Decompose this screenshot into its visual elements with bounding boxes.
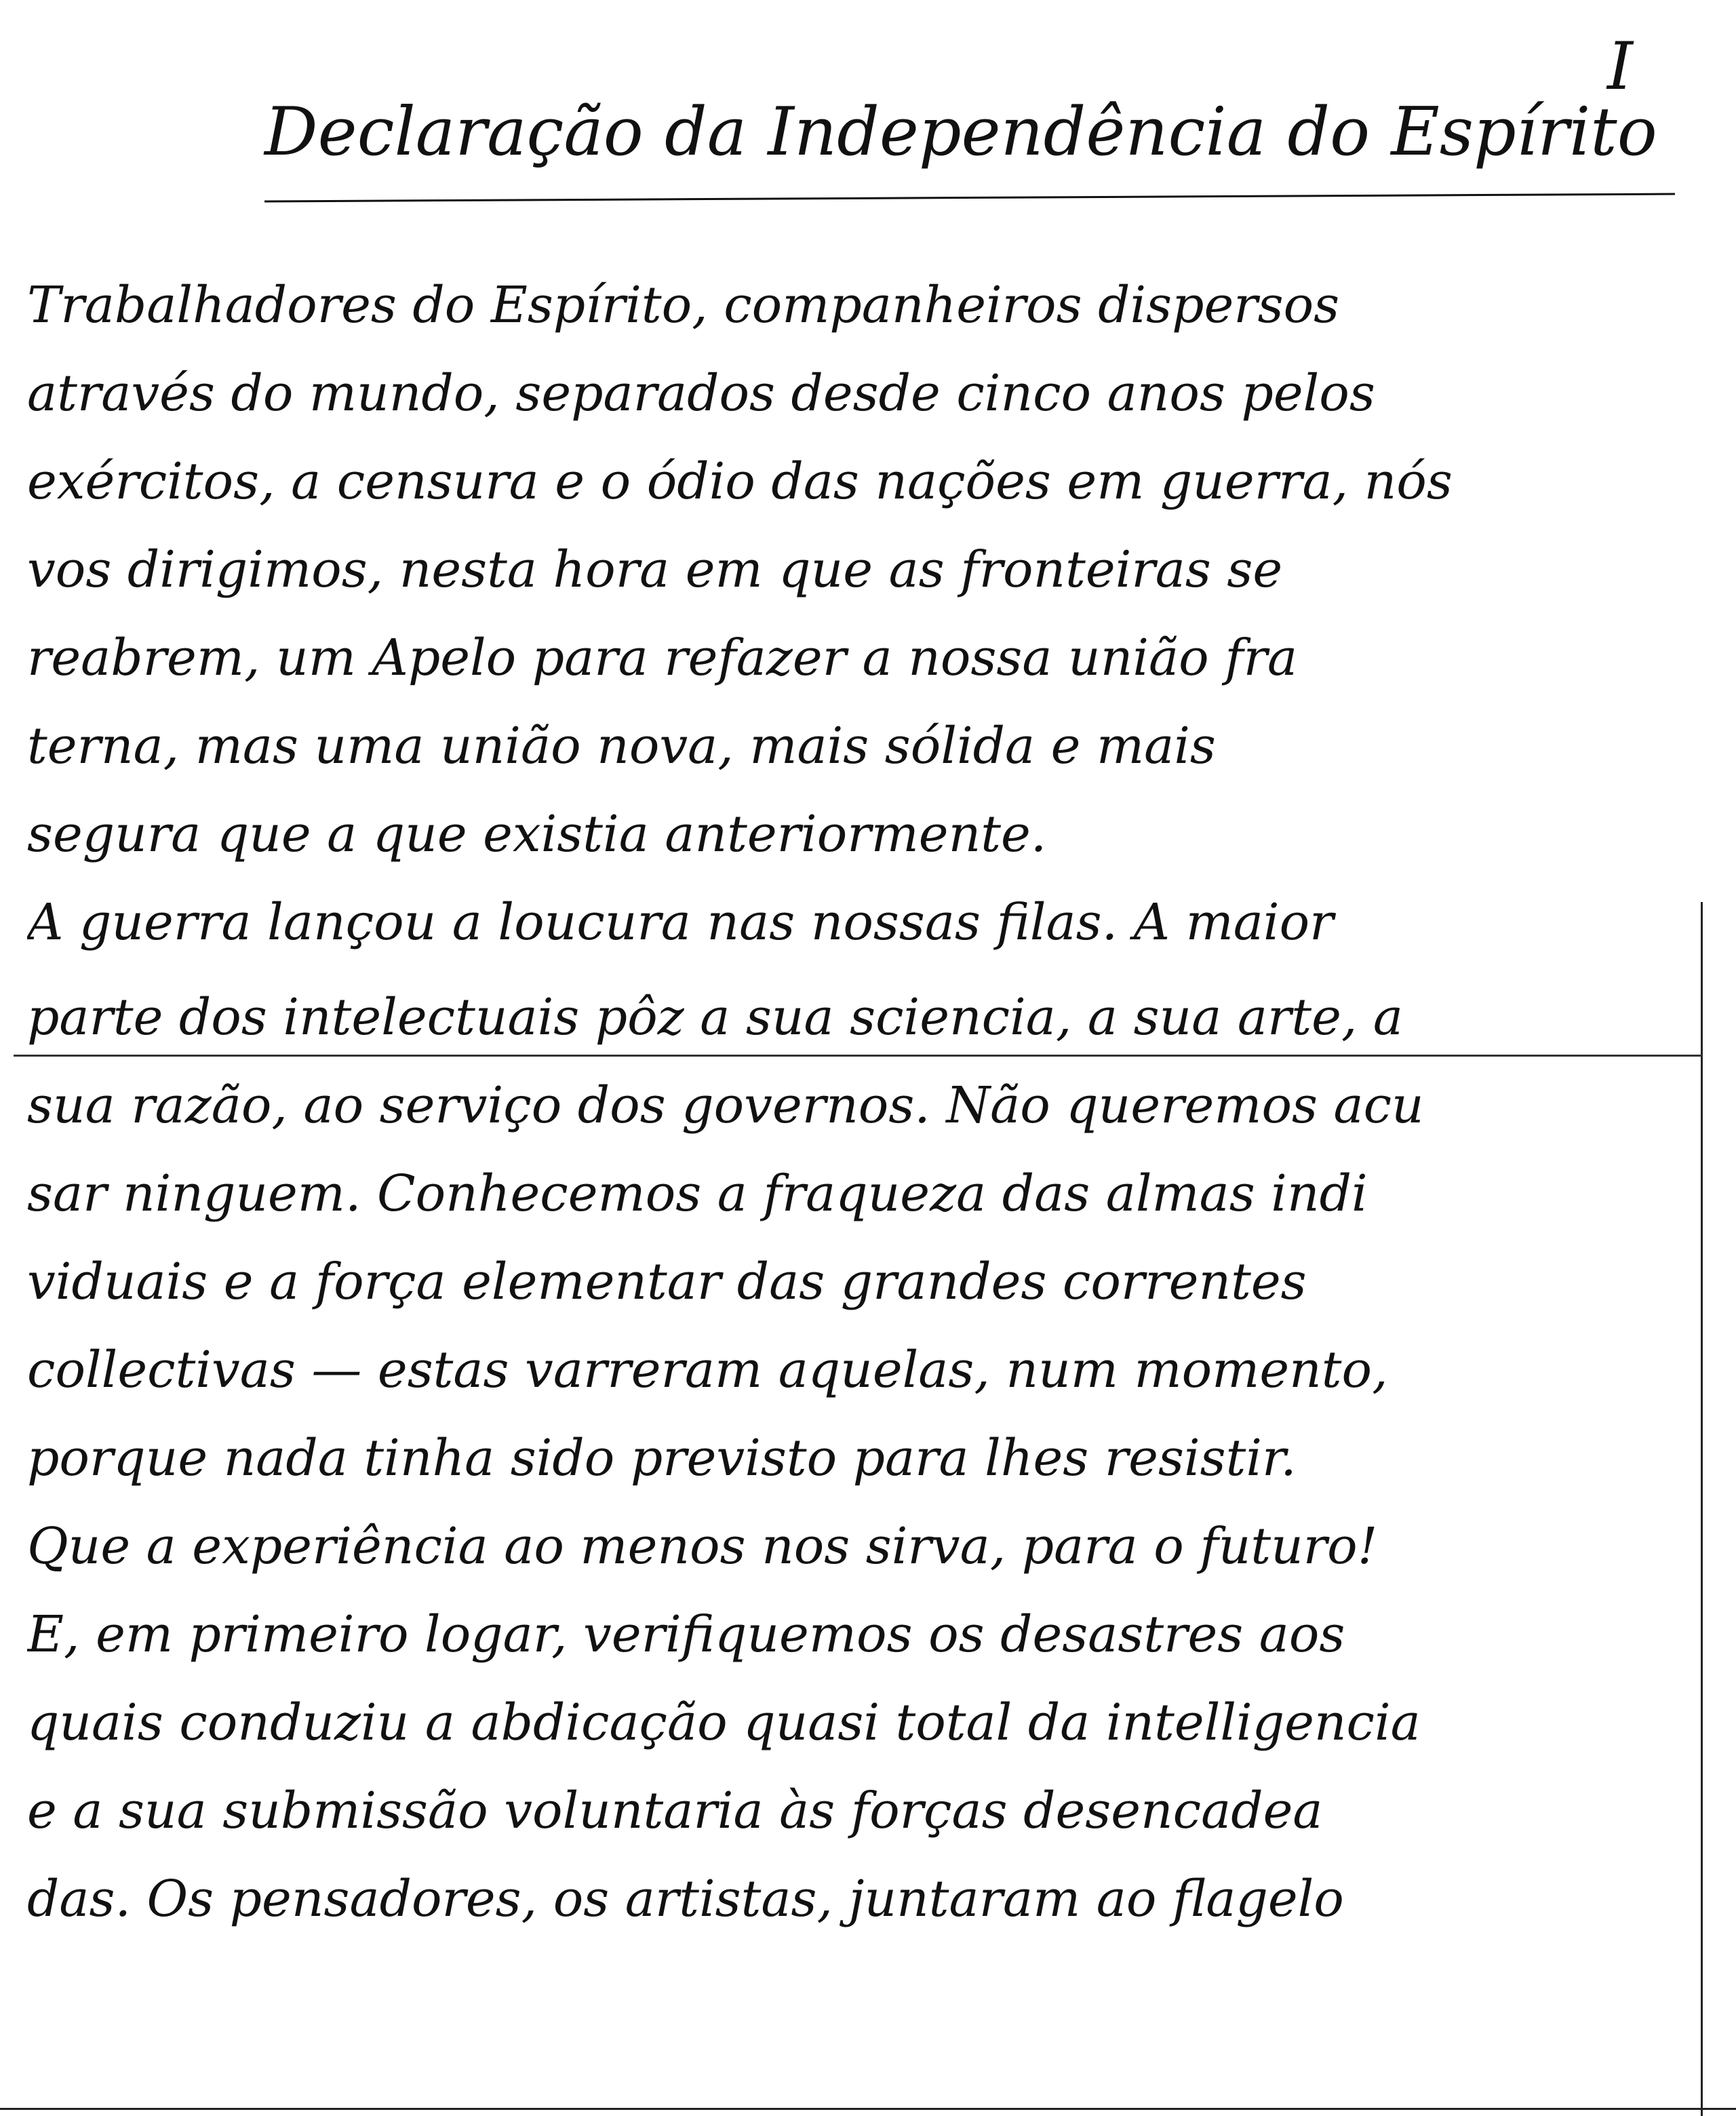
text-line-7: segura que a que existia anteriormente. [27,805,1047,863]
text-line-3: exércitos, a censura e o ódio das nações em guerra, nós [27,452,1453,511]
page-edge-bottom [0,2108,1736,2110]
text-line-15: Que a experiência ao menos nos sirva, para o futuro! [27,1517,1378,1575]
text-line-16: E, em primeiro logar, verifiquemos os desastres aos [27,1605,1345,1664]
text-line-11: sar ninguem. Conhecemos a fraqueza das almas indi [27,1164,1368,1223]
text-line-4: vos dirigimos, nesta hora em que as fronteiras se [27,541,1283,599]
horizontal-rule [14,1055,1702,1057]
title-underline [264,193,1675,203]
document-title: Declaração da Independência do Espírito [264,94,1657,171]
text-line-13: collectivas — estas varreram aquelas, num momento, [27,1341,1388,1399]
text-line-18: e a sua submissão voluntaria às forças desencadea [27,1782,1323,1840]
text-line-2: através do mundo, separados desde cinco anos pelos [27,364,1375,423]
text-line-17: quais conduziu a abdicação quasi total da intelligencia [27,1693,1421,1752]
text-line-14: porque nada tinha sido previsto para lhes resistir. [27,1429,1297,1487]
page-edge-right [1701,902,1703,2116]
text-line-10: sua razão, ao serviço dos governos. Não queremos acu [27,1076,1424,1135]
text-line-5: reabrem, um Apelo para refazer a nossa união fra [27,629,1298,687]
text-line-6: terna, mas uma união nova, mais sólida e mais [27,717,1216,775]
page-number: I [1607,28,1633,104]
text-line-9: parte dos intelectuais pôz a sua sciencia, a sua arte, a [27,988,1404,1046]
text-line-19: das. Os pensadores, os artistas, juntaram ao flagelo [27,1870,1344,1928]
text-line-12: viduais e a força elementar das grandes correntes [27,1253,1307,1311]
text-line-8: A guerra lançou a loucura nas nossas filas. A maior [27,893,1334,952]
text-line-1: Trabalhadores do Espírito, companheiros dispersos [27,276,1340,334]
